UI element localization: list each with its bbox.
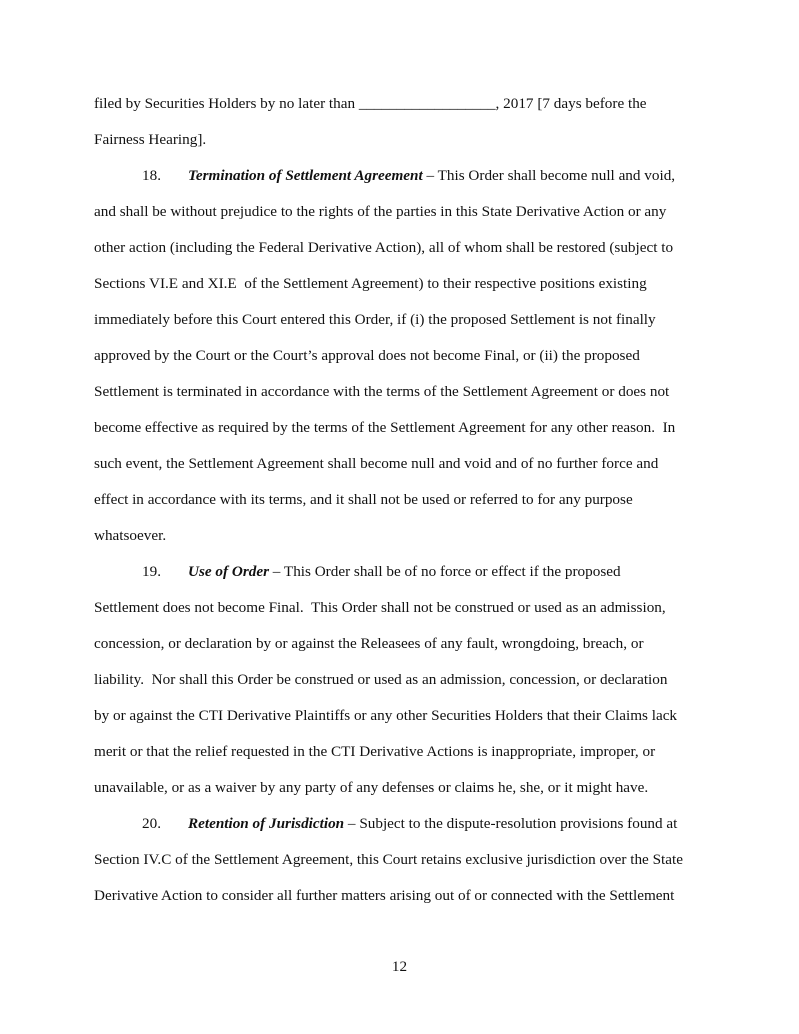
body-line: concession, or declaration by or against the Releasees of any fault, wrongdoing, breach, or xyxy=(94,635,644,652)
body-line: Section IV.C of the Settlement Agreement, this Court retains exclusive jurisdiction over the State xyxy=(94,851,683,868)
body-line: Sections VI.E and XI.E of the Settlement Agreement) to their respective positions existing xyxy=(94,275,647,292)
section-text: – Subject to the dispute-resolution provisions found at xyxy=(344,815,678,832)
section-heading: Retention of Jurisdiction xyxy=(188,815,345,832)
section-heading: Use of Order xyxy=(188,563,269,580)
section-number: 18. xyxy=(142,167,161,184)
section-number: 19. xyxy=(142,563,161,580)
body-line: and shall be without prejudice to the rights of the parties in this State Derivative Action or any xyxy=(94,203,667,220)
body-line: approved by the Court or the Court’s approval does not become Final, or (ii) the proposed xyxy=(94,347,640,364)
body-line: merit or that the relief requested in the CTI Derivative Actions is inappropriate, improper, or xyxy=(94,743,656,760)
body-line: such event, the Settlement Agreement shall become null and void and of no further force and xyxy=(94,455,659,472)
body-line: unavailable, or as a waiver by any party of any defenses or claims he, she, or it might have. xyxy=(94,779,649,796)
section-18-first-line xyxy=(142,166,675,186)
body-line: effect in accordance with its terms, and it shall not be used or referred to for any purpose xyxy=(94,491,633,508)
body-line: Derivative Action to consider all further matters arising out of or connected with the Settlement xyxy=(94,887,675,904)
continuation-line: Fairness Hearing]. xyxy=(94,131,207,148)
continuation-line: filed by Securities Holders by no later than __________________, 2017 [7 days before the xyxy=(94,95,647,112)
body-line: become effective as required by the terms of the Settlement Agreement for any other reason. In xyxy=(94,419,676,436)
section-heading: Termination of Settlement Agreement xyxy=(188,167,423,184)
section-text: – This Order shall become null and void, xyxy=(422,167,676,184)
section-number: 20. xyxy=(142,815,161,832)
body-line: whatsoever. xyxy=(94,527,167,544)
body-line: by or against the CTI Derivative Plaintiffs or any other Securities Holders that their Claims lack xyxy=(94,707,678,724)
page-number: 12 xyxy=(391,958,408,975)
body-line: immediately before this Court entered this Order, if (i) the proposed Settlement is not finally xyxy=(94,311,656,328)
body-line: Settlement does not become Final. This Order shall not be construed or used as an admission, xyxy=(94,599,666,616)
body-line: Settlement is terminated in accordance with the terms of the Settlement Agreement or does not xyxy=(94,383,670,400)
body-line: other action (including the Federal Derivative Action), all of whom shall be restored (subject to xyxy=(94,239,674,256)
section-19-first-line xyxy=(142,562,621,582)
section-text: – This Order shall be of no force or effect if the proposed xyxy=(269,563,621,580)
section-20-first-line xyxy=(142,814,677,834)
body-line: liability. Nor shall this Order be construed or used as an admission, concession, or declaration xyxy=(94,671,668,688)
